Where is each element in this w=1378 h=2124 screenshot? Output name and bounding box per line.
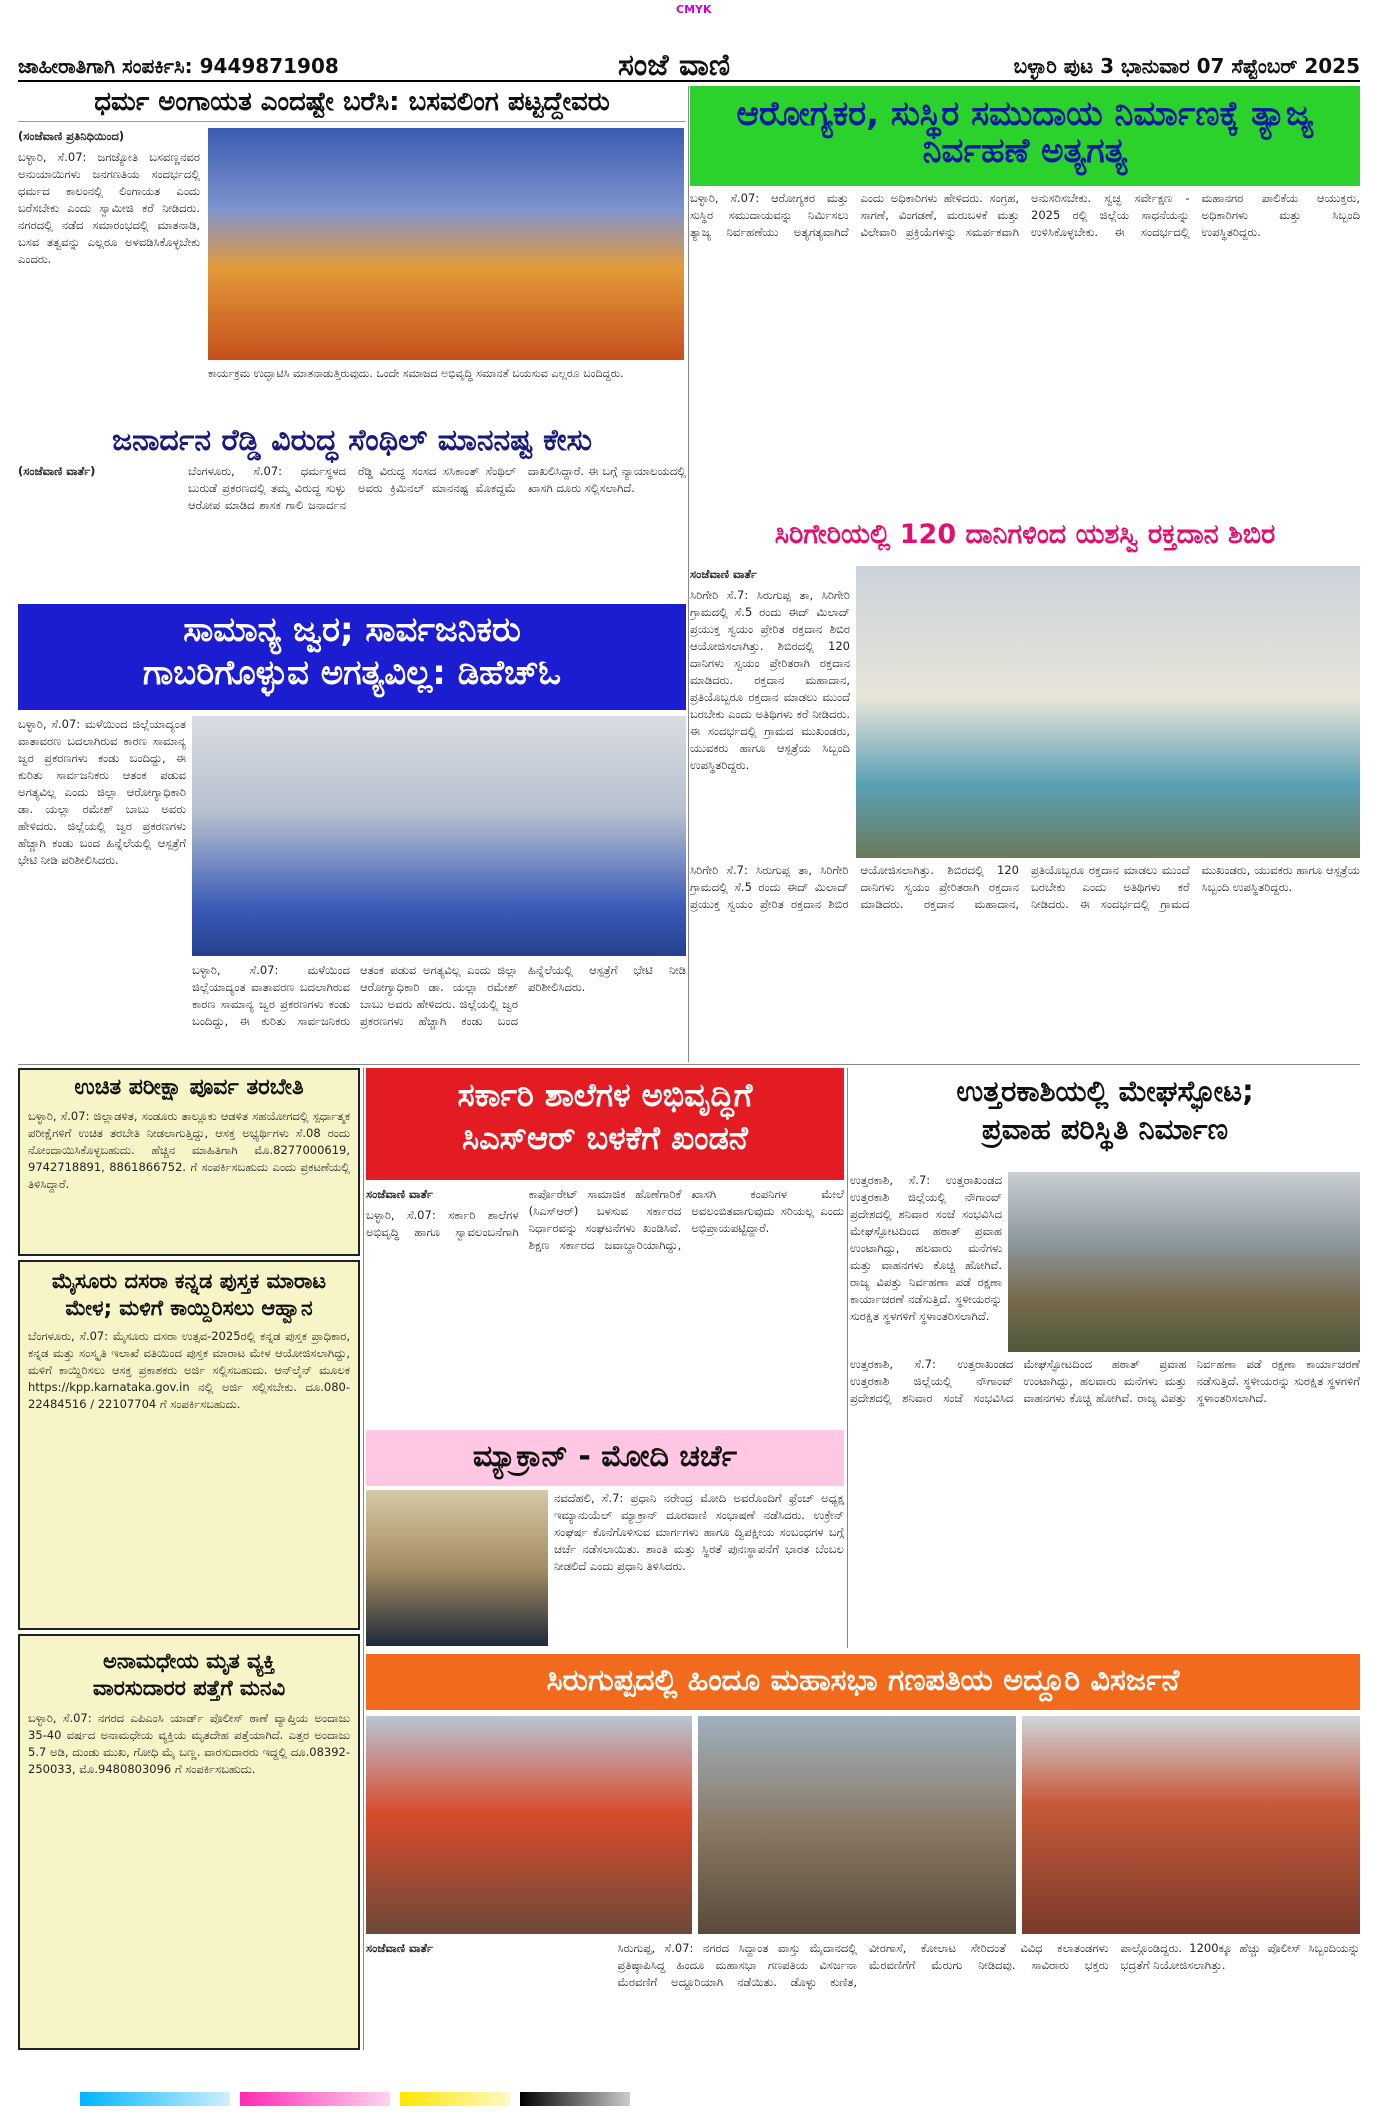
story1-headline: ಧರ್ಮ ಅಂಗಾಯತ ಎಂದಷ್ಟೇ ಬರೆಸಿ: ಬಸವಲಿಂಗ ಪಟ್ಟದ್ದೇವರು [18,86,686,122]
story10-body-top: ಉತ್ತರಕಾಶಿ, ಸೆ.7: ಉತ್ತರಾಖಂಡದ ಉತ್ತರಕಾಶಿ ಜಿಲ್ಲೆಯಲ್ಲಿ ನೌಗಾಂವ್ ಪ್ರದೇಶದಲ್ಲಿ ಶನಿವಾರ ಸಂಜೆ ಸಂಭವಿಸಿದ ಮೇಘಸ್ಫೋಟದಿಂದ ಹಠಾತ್ ಪ್ರವಾಹ ಉಂಟಾಗಿದ್ದು, ಹಲವಾರು ಮನೆಗಳು ಮತ್ತು ವಾಹನಗಳು ಕೊಚ್ಚಿ ಹೋಗಿವೆ. ರಾಜ್ಯ ವಿಪತ್ತು ನಿರ್ವಹಣಾ ಪಡೆ ರಕ್ಷಣಾ ಕಾರ್ಯಾಚರಣೆ ನಡೆಸುತ್ತಿದೆ. ಸ್ಥಳೀಯರನ್ನು ಸುರಕ್ಷಿತ ಸ್ಥಳಗಳಿಗೆ ಸ್ಥಳಾಂತರಿಸಲಾಗಿದೆ. [850,1173,1002,1323]
story5-body-continued: ಸಿರಿಗೇರಿ ಸೆ.7: ಸಿರುಗುಪ್ಪ ತಾ, ಸಿರಿಗೇರಿ ಗ್ರಾಮದಲ್ಲಿ ಸೆ.5 ರಂದು ಈದ್ ಮಿಲಾದ್ ಪ್ರಯುಕ್ತ ಸ್ವಯಂ ಪ್ರೇರಿತ ರಕ್ತದಾನ ಶಿಬಿರ ಆಯೋಜಿಸಲಾಗಿತ್ತು. ಶಿಬಿರದಲ್ಲಿ 120 ದಾನಿಗಳು ಸ್ವಯಂ ಪ್ರೇರಿತರಾಗಿ ರಕ್ತದಾನ ಮಾಡಿದರು. ರಕ್ತದಾನ ಮಹಾದಾನ, ಪ್ರತಿಯೊಬ್ಬರೂ ರಕ್ತದಾನ ಮಾಡಲು ಮುಂದೆ ಬರಬೇಕು ಎಂದು ಅತಿಥಿಗಳು ಕರೆ ನೀಡಿದರು. ಈ ಸಂದರ್ಭದಲ್ಲಿ ಗ್ರಾಮದ ಮುಖಂಡರು, ಯುವಕರು ಹಾಗೂ ಆಸ್ಪತ್ರೆಯ ಸಿಬ್ಬಂದಿ ಉಪಸ್ಥಿತರಿದ್ದರು. [690,863,1360,911]
story12-byline: ಸಂಜೆವಾಣಿ ವಾರ್ತೆ [366,1941,433,1955]
story9-headline-2: ಸಿಎಸ್ಆರ್ ಬಳಕೆಗೆ ಖಂಡನೆ [462,1119,748,1158]
story10-headline-wrap [850,1068,1360,1168]
story3-text [18,463,686,593]
story3-body: ಬೆಂಗಳೂರು, ಸೆ.07: ಧರ್ಮಸ್ಥಳದ ಬುರುಡೆ ಪ್ರಕರಣದಲ್ಲಿ ತಮ್ಮ ವಿರುದ್ಧ ಸುಳ್ಳು ಆರೋಪ ಮಾಡಿದ ಶಾಸಕ ಗಾಲಿ ಜನಾರ್ದನ ರೆಡ್ಡಿ ವಿರುದ್ಧ ಸಂಸದ ಸಸಿಕಾಂತ್ ಸೆಂಥಿಲ್ ಅವರು ಕ್ರಿಮಿನಲ್ ಮಾನನಷ್ಟ ಮೊಕದ್ದಮೆ ದಾಖಲಿಸಿದ್ದಾರೆ. ಈ ಬಗ್ಗೆ ನ್ಯಾಯಾಲಯದಲ್ಲಿ ಖಾಸಗಿ ದೂರು ಸಲ್ಲಿಸಲಾಗಿದೆ. [188,464,686,512]
story5-text [690,566,850,858]
story9-text [366,1186,844,1426]
story11-headline: ಮ್ಯಾಕ್ರಾನ್ - ಮೋದಿ ಚರ್ಚೆ [472,1439,738,1474]
story4-body-continued: ಬಳ್ಳಾರಿ, ಸೆ.07: ಮಳೆಯಿಂದ ಜಿಲ್ಲೆಯಾದ್ಯಂತ ವಾತಾವರಣ ಬದಲಾಗಿರುವ ಕಾರಣ ಸಾಮಾನ್ಯ ಜ್ವರ ಪ್ರಕರಣಗಳು ಕಂಡು ಬಂದಿದ್ದು, ಈ ಕುರಿತು ಸಾರ್ವಜನಿಕರು ಆತಂಕ ಪಡುವ ಅಗತ್ಯವಿಲ್ಲ ಎಂದು ಜಿಲ್ಲಾ ಆರೋಗ್ಯಾಧಿಕಾರಿ ಡಾ. ಯಲ್ಲಾ ರಮೇಶ್ ಬಾಬು ಅವರು ಹೇಳಿದರು. ಜಿಲ್ಲೆಯಲ್ಲಿ ಜ್ವರ ಪ್ರಕರಣಗಳು ಹೆಚ್ಚಾಗಿ ಕಂಡು ಬಂದ ಹಿನ್ನೆಲೆಯಲ್ಲಿ ಆಸ್ಪತ್ರೆಗೆ ಭೇಟಿ ನೀಡಿ ಪರಿಶೀಲಿಸಿದರು. [192,963,686,1028]
story1-photo [208,128,684,360]
column-divider [847,1068,848,1648]
story12-text [366,1940,1360,2050]
story10-headline-1: ಉತ್ತರಕಾಶಿಯಲ್ಲಿ ಮೇಘಸ್ಫೋಟ; [956,1074,1254,1108]
story9-headline-1: ಸರ್ಕಾರಿ ಶಾಲೆಗಳ ಅಭಿವೃದ್ಧಿಗೆ [457,1076,753,1114]
story4-photo [192,716,686,956]
color-bar-magenta [240,2092,390,2106]
story2-headline: ಆರೋಗ್ಯಕರ, ಸುಸ್ಥಿರ ಸಮುದಾಯ ನಿರ್ಮಾಣಕ್ಕೆ ತ್ಯಾಜ್ಯ ನಿರ್ವಹಣೆ ಅತ್ಯಗತ್ಯ [736,94,1314,172]
story5-body-cont [690,862,1360,1072]
story7-headline-2: ಮೇಳ; ಮಳಿಗೆ ಕಾಯ್ದಿರಿಸಲು ಆಹ್ವಾನ [65,1296,313,1321]
story5-headline-wrap [690,512,1360,562]
story8-box [18,1634,360,2050]
story12-headline: ಸಿರುಗುಪ್ಪದಲ್ಲಿ ಹಿಂದೂ ಮಹಾಸಭಾ ಗಣಪತಿಯ ಅದ್ದೂರಿ ವಿಸರ್ಜನೆ [546,1663,1180,1698]
story9-byline: ಸಂಜೆವಾಣಿ ವಾರ್ತೆ [366,1187,433,1201]
row-divider [18,1064,1360,1065]
story8-body: ಬಳ್ಳಾರಿ, ಸೆ.07: ನಗರದ ಎಪಿಎಂಸಿ ಯಾರ್ಡ್ ಪೊಲೀಸ್ ಠಾಣೆ ವ್ಯಾಪ್ತಿಯ ಅಂದಾಜು 35-40 ವರ್ಷದ ಅನಾಮಧೇಯ ವ್ಯಕ್ತಿಯ ಮೃತದೇಹ ಪತ್ತೆಯಾಗಿದೆ. ಎತ್ತರ ಅಂದಾಜು 5.7 ಅಡಿ, ದುಂಡು ಮುಖ, ಗೋಧಿ ಮೈ ಬಣ್ಣ. ವಾರಸುದಾರರು ಇದ್ದಲ್ಲಿ ದೂ.08392-250033, ಮೊ.9480803096 ಗೆ ಸಂಪರ್ಕಿಸಬಹುದು. [28,1711,350,1777]
story1-body: ಬಳ್ಳಾರಿ, ಸೆ.07: ಜಗಜ್ಯೋತಿ ಬಸವಣ್ಣನವರ ಅನುಯಾಯಿಗಳು ಜನಗಣತಿಯ ಸಂದರ್ಭದಲ್ಲಿ ಧರ್ಮದ ಕಾಲಂನಲ್ಲಿ ಲಿಂಗಾಯತ ಎಂದು ಬರೆಸಬೇಕು ಎಂದು ಸ್ವಾಮೀಜಿ ಕರೆ ನೀಡಿದರು. ನಗರದಲ್ಲಿ ನಡೆದ ಸಮಾರಂಭದಲ್ಲಿ ಮಾತನಾಡಿ, ಬಸವ ತತ್ವವನ್ನು ಎಲ್ಲರೂ ಅಳವಡಿಸಿಕೊಳ್ಳಬೇಕು ಎಂದರು. [18,150,200,266]
story12-body: ಸಿರುಗುಪ್ಪ, ಸೆ.07: ನಗರದ ಸಿದ್ದಾಂತ ವಾಸ್ತು ಮೈದಾನದಲ್ಲಿ ಪ್ರತಿಷ್ಠಾಪಿಸಿದ್ದ ಹಿಂದೂ ಮಹಾಸಭಾ ಗಣಪತಿಯ ವಿಸರ್ಜನಾ ಮೆರವಣಿಗೆ ಅದ್ದೂರಿಯಾಗಿ ನಡೆಯಿತು. ಡೊಳ್ಳು ಕುಣಿತ, ವೀರಗಾಸೆ, ಕೋಲಾಟ ಸೇರಿದಂತೆ ವಿವಿಧ ಕಲಾತಂಡಗಳು ಮೆರವಣಿಗೆಗೆ ಮೆರುಗು ನೀಡಿದವು. ಸಾವಿರಾರು ಭಕ್ತರು ಪಾಲ್ಗೊಂಡಿದ್ದರು. 1200ಕ್ಕೂ ಹೆಚ್ಚು ಪೊಲೀಸ್ ಸಿಬ್ಬಂದಿಯನ್ನು ಭದ್ರತೆಗೆ ನಿಯೋಜಿಸಲಾಗಿತ್ತು. [617,1941,1360,1989]
story8-headline-2: ವಾರಸುದಾರರ ಪತ್ತೆಗೆ ಮನವಿ [92,1676,286,1701]
story6-headline: ಉಚಿತ ಪರೀಕ್ಷಾ ಪೂರ್ವ ತರಬೇತಿ [74,1075,304,1100]
story4-headline-2: ಗಾಬರಿಗೊಳ್ಳುವ ಅಗತ್ಯವಿಲ್ಲ: ಡಿಹೆಚ್ಓ [142,653,562,694]
story10-body-continued: ಉತ್ತರಕಾಶಿ, ಸೆ.7: ಉತ್ತರಾಖಂಡದ ಉತ್ತರಕಾಶಿ ಜಿಲ್ಲೆಯಲ್ಲಿ ನೌಗಾಂವ್ ಪ್ರದೇಶದಲ್ಲಿ ಶನಿವಾರ ಸಂಜೆ ಸಂಭವಿಸಿದ ಮೇಘಸ್ಫೋಟದಿಂದ ಹಠಾತ್ ಪ್ರವಾಹ ಉಂಟಾಗಿದ್ದು, ಹಲವಾರು ಮನೆಗಳು ಮತ್ತು ವಾಹನಗಳು ಕೊಚ್ಚಿ ಹೋಗಿವೆ. ರಾಜ್ಯ ವಿಪತ್ತು ನಿರ್ವಹಣಾ ಪಡೆ ರಕ್ಷಣಾ ಕಾರ್ಯಾಚರಣೆ ನಡೆಸುತ್ತಿದೆ. ಸ್ಥಳೀಯರನ್ನು ಸುರಕ್ಷಿತ ಸ್ಥಳಗಳಿಗೆ ಸ್ಥಳಾಂತರಿಸಲಾಗಿದೆ. [850,1357,1360,1405]
story12-banner [366,1654,1360,1710]
story-basavalinga [18,86,686,416]
color-bar-yellow [400,2092,510,2106]
masthead [18,48,1360,82]
story12-photo-2 [698,1716,1016,1934]
story4-body-cont [192,962,686,1064]
story4-banner [18,604,686,710]
story11-body: ನವದೆಹಲಿ, ಸೆ.7: ಪ್ರಧಾನಿ ನರೇಂದ್ರ ಮೋದಿ ಅವರೊಂದಿಗೆ ಫ್ರೆಂಚ್ ಅಧ್ಯಕ್ಷ ಇಮ್ಯಾನುಯೆಲ್ ಮ್ಯಾಕ್ರಾನ್ ದೂರವಾಣಿ ಸಂಭಾಷಣೆ ನಡೆಸಿದರು. ಉಕ್ರೇನ್ ಸಂಘರ್ಷ ಕೊನೆಗೊಳಿಸುವ ಮಾರ್ಗಗಳು ಹಾಗೂ ದ್ವಿಪಕ್ಷೀಯ ಸಂಬಂಧಗಳ ಬಗ್ಗೆ ಚರ್ಚೆ ನಡೆಸಲಾಯಿತು. ಶಾಂತಿ ಮತ್ತು ಸ್ಥಿರತೆ ಪುನಃಸ್ಥಾಪನೆಗೆ ಭಾರತ ಬೆಂಬಲ ನೀಡಲಿದೆ ಎಂದು ಪ್ರಧಾನಿ ತಿಳಿಸಿದರು. [554,1491,844,1573]
story1-text [18,128,200,416]
column-divider [688,86,689,1062]
story10-body-cont [850,1356,1360,1648]
story3-byline: (ಸಂಜೆವಾಣಿ ವಾರ್ತೆ) [18,464,96,478]
story4-body: ಬಳ್ಳಾರಿ, ಸೆ.07: ಮಳೆಯಿಂದ ಜಿಲ್ಲೆಯಾದ್ಯಂತ ವಾತಾವರಣ ಬದಲಾಗಿರುವ ಕಾರಣ ಸಾಮಾನ್ಯ ಜ್ವರ ಪ್ರಕರಣಗಳು ಕಂಡು ಬಂದಿದ್ದು, ಈ ಕುರಿತು ಸಾರ್ವಜನಿಕರು ಆತಂಕ ಪಡುವ ಅಗತ್ಯವಿಲ್ಲ ಎಂದು ಜಿಲ್ಲಾ ಆರೋಗ್ಯಾಧಿಕಾರಿ ಡಾ. ಯಲ್ಲಾ ರಮೇಶ್ ಬಾಬು ಅವರು ಹೇಳಿದರು. ಜಿಲ್ಲೆಯಲ್ಲಿ ಜ್ವರ ಪ್ರಕರಣಗಳು ಹೆಚ್ಚಾಗಿ ಕಂಡು ಬಂದ ಹಿನ್ನೆಲೆಯಲ್ಲಿ ಆಸ್ಪತ್ರೆಗೆ ಭೇಟಿ ನೀಡಿ ಪರಿಶೀಲಿಸಿದರು. [18,717,186,867]
story11-banner [366,1430,844,1486]
story1-caption: ಕಾರ್ಯಕ್ರಮ ಉದ್ಘಾಟಿಸಿ ಮಾತನಾಡುತ್ತಿರುವುದು. ಒಂದೇ ಸಮಾಜದ ಅಭಿವೃದ್ಧಿ ಸಮಾನತೆ ಬಯಸುವ ಎಲ್ಲರೂ ಬಂದಿದ್ದರು. [208,367,624,380]
story10-photo [1008,1172,1360,1352]
story1-byline: (ಸಂಜೆವಾಣಿ ಪ್ರತಿನಿಧಿಯಿಂದ) [18,129,125,143]
story5-byline: ಸಂಜೆವಾಣಿ ವಾರ್ತೆ [690,567,757,581]
story2-body: ಬಳ್ಳಾರಿ, ಸೆ.07: ಆರೋಗ್ಯಕರ ಮತ್ತು ಸುಸ್ಥಿರ ಸಮುದಾಯವನ್ನು ನಿರ್ಮಿಸಲು ತ್ಯಾಜ್ಯ ನಿರ್ವಹಣೆಯು ಅತ್ಯಗತ್ಯವಾಗಿದೆ ಎಂದು ಅಧಿಕಾರಿಗಳು ಹೇಳಿದರು. ಸಂಗ್ರಹ, ಸಾಗಣೆ, ವಿಂಗಡಣೆ, ಮರುಬಳಕೆ ಮತ್ತು ವಿಲೇವಾರಿ ಪ್ರಕ್ರಿಯೆಗಳನ್ನು ಸಮರ್ಪಕವಾಗಿ ಅನುಸರಿಸಬೇಕು. ಸ್ವಚ್ಛ ಸರ್ವೇಕ್ಷಣ - 2025 ರಲ್ಲಿ ಜಿಲ್ಲೆಯ ಸಾಧನೆಯನ್ನು ಉಳಿಸಿಕೊಳ್ಳಬೇಕು. ಈ ಸಂದರ್ಭದಲ್ಲಿ ಮಹಾನಗರ ಪಾಲಿಕೆಯ ಆಯುಕ್ತರು, ಅಧಿಕಾರಿಗಳು ಮತ್ತು ಸಿಬ್ಬಂದಿ ಉಪಸ್ಥಿತರಿದ್ದರು. [690,191,1360,239]
story3-headline: ಜನಾರ್ದನ ರೆಡ್ಡಿ ವಿರುದ್ಧ ಸೆಂಥಿಲ್ ಮಾನನಷ್ಟ ಕೇಸು [112,423,592,458]
story12-photo-3 [1022,1716,1360,1934]
story7-box [18,1260,360,1630]
story9-body: ಬಳ್ಳಾರಿ, ಸೆ.07: ಸರ್ಕಾರಿ ಶಾಲೆಗಳ ಅಭಿವೃದ್ಧಿ ಹಾಗೂ ಸ್ವಾವಲಂಬನೆಗಾಗಿ ಕಾರ್ಪೊರೇಟ್ ಸಾಮಾಜಿಕ ಹೊಣೆಗಾರಿಕೆ (ಸಿಎಸ್‌ಆರ್) ಬಳಸುವ ಸರ್ಕಾರದ ನಿರ್ಧಾರವನ್ನು ಸಂಘಟನೆಗಳು ಖಂಡಿಸಿವೆ. ಶಿಕ್ಷಣ ಸರ್ಕಾರದ ಜವಾಬ್ದಾರಿಯಾಗಿದ್ದು, ಖಾಸಗಿ ಕಂಪನಿಗಳ ಮೇಲೆ ಅವಲಂಬಿತವಾಗುವುದು ಸರಿಯಲ್ಲ ಎಂದು ಅಭಿಪ್ರಾಯಪಟ್ಟಿದ್ದಾರೆ. [366,1187,844,1252]
page-info: ಬಳ್ಳಾರಿ ಪುಟ 3 ಭಾನುವಾರ 07 ಸೆಪ್ಟೆಂಬರ್ 2025 [1013,54,1360,78]
column-divider [363,1068,364,2050]
story2-banner [690,86,1360,186]
ad-contact: ಜಾಹೀರಾತಿಗಾಗಿ ಸಂಪರ್ಕಿಸಿ: 9449871908 [18,54,339,78]
story9-banner [366,1068,844,1180]
story7-body: ಬೆಂಗಳೂರು, ಸೆ.07: ಮೈಸೂರು ದಸರಾ ಉತ್ಸವ-2025ರಲ್ಲಿ ಕನ್ನಡ ಪುಸ್ತಕ ಪ್ರಾಧಿಕಾರ, ಕನ್ನಡ ಮತ್ತು ಸಂಸ್ಕೃತಿ ಇಲಾಖೆ ವತಿಯಿಂದ ಪುಸ್ತಕ ಮಾರಾಟ ಮೇಳ ಆಯೋಜಿಸಲಾಗಿದ್ದು, ಮಳಿಗೆ ಕಾಯ್ದಿರಿಸಲು ಆಸಕ್ತ ಪ್ರಕಾಶಕರು ಅರ್ಜಿ ಸಲ್ಲಿಸಬಹುದು. ಆನ್‌ಲೈನ್ ಮೂಲಕ https://kpp.karnataka.gov.in ನಲ್ಲಿ ಅರ್ಜಿ ಸಲ್ಲಿಸಬೇಕು. ದೂ.080-22484516 / 22107704 ಗೆ ಸಂಪರ್ಕಿಸಬಹುದು. [28,1329,350,1412]
color-bar-cyan [80,2092,230,2106]
story-reddy [18,420,686,600]
story10-headline-2: ಪ್ರವಾಹ ಪರಿಸ್ಥಿತಿ ನಿರ್ಮಾಣ [981,1111,1229,1146]
story8-headline-1: ಅನಾಮಧೇಯ ಮೃತ ವ್ಯಕ್ತಿ [102,1649,276,1673]
cmyk-top-mark: CMYK [676,3,712,16]
story12-photo-1 [366,1716,692,1934]
story5-photo [856,566,1360,858]
story7-headline-1: ಮೈಸೂರು ದಸರಾ ಕನ್ನಡ ಪುಸ್ತಕ ಮಾರಾಟ [51,1269,327,1293]
story6-body: ಬಳ್ಳಾರಿ, ಸೆ.07: ಜಿಲ್ಲಾಡಳಿತ, ಸಂಡೂರು ತಾಲ್ಲೂಕು ಆಡಳಿತ ಸಹಯೋಗದಲ್ಲಿ ಸ್ಪರ್ಧಾತ್ಮಕ ಪರೀಕ್ಷೆಗಳಿಗೆ ಉಚಿತ ತರಬೇತಿ ನೀಡಲಾಗುತ್ತಿದ್ದು, ಆಸಕ್ತ ಅಭ್ಯರ್ಥಿಗಳು ಸೆ.08 ರಂದು ನೋಂದಾಯಿಸಿಕೊಳ್ಳಬಹುದು. ಹೆಚ್ಚಿನ ಮಾಹಿತಿಗಾಗಿ ಮೊ.8277000619, 9742718891, 8861866752. ಗೆ ಸಂಪರ್ಕಿಸಬಹುದು ಎಂದು ಪ್ರಕಟಣೆಯಲ್ಲಿ ತಿಳಿಸಿದ್ದಾರೆ. [28,1109,350,1192]
story5-headline: ಸಿರಿಗೇರಿಯಲ್ಲಿ 120 ದಾನಿಗಳಿಂದ ಯಶಸ್ವಿ ರಕ್ತದಾನ ಶಿಬಿರ [774,519,1276,550]
story5-body: ಸಿರಿಗೇರಿ ಸೆ.7: ಸಿರುಗುಪ್ಪ ತಾ, ಸಿರಿಗೇರಿ ಗ್ರಾಮದಲ್ಲಿ ಸೆ.5 ರಂದು ಈದ್ ಮಿಲಾದ್ ಪ್ರಯುಕ್ತ ಸ್ವಯಂ ಪ್ರೇರಿತ ರಕ್ತದಾನ ಶಿಬಿರ ಆಯೋಜಿಸಲಾಗಿತ್ತು. ಶಿಬಿರದಲ್ಲಿ 120 ದಾನಿಗಳು ಸ್ವಯಂ ಪ್ರೇರಿತರಾಗಿ ರಕ್ತದಾನ ಮಾಡಿದರು. ರಕ್ತದಾನ ಮಹಾದಾನ, ಪ್ರತಿಯೊಬ್ಬರೂ ರಕ್ತದಾನ ಮಾಡಲು ಮುಂದೆ ಬರಬೇಕು ಎಂದು ಅತಿಥಿಗಳು ಕರೆ ನೀಡಿದರು. ಈ ಸಂದರ್ಭದಲ್ಲಿ ಗ್ರಾಮದ ಮುಖಂಡರು, ಯುವಕರು ಹಾಗೂ ಆಸ್ಪತ್ರೆಯ ಸಿಬ್ಬಂದಿ ಉಪಸ್ಥಿತರಿದ್ದರು. [690,588,850,772]
story4-headline-1: ಸಾಮಾನ್ಯ ಜ್ವರ; ಸಾರ್ವಜನಿಕರು [183,610,521,650]
paper-logo: ಸಂಜೆ ವಾಣಿ [618,48,731,82]
story6-box [18,1068,360,1256]
story11-photo [366,1490,548,1646]
color-bar-black [520,2092,630,2106]
